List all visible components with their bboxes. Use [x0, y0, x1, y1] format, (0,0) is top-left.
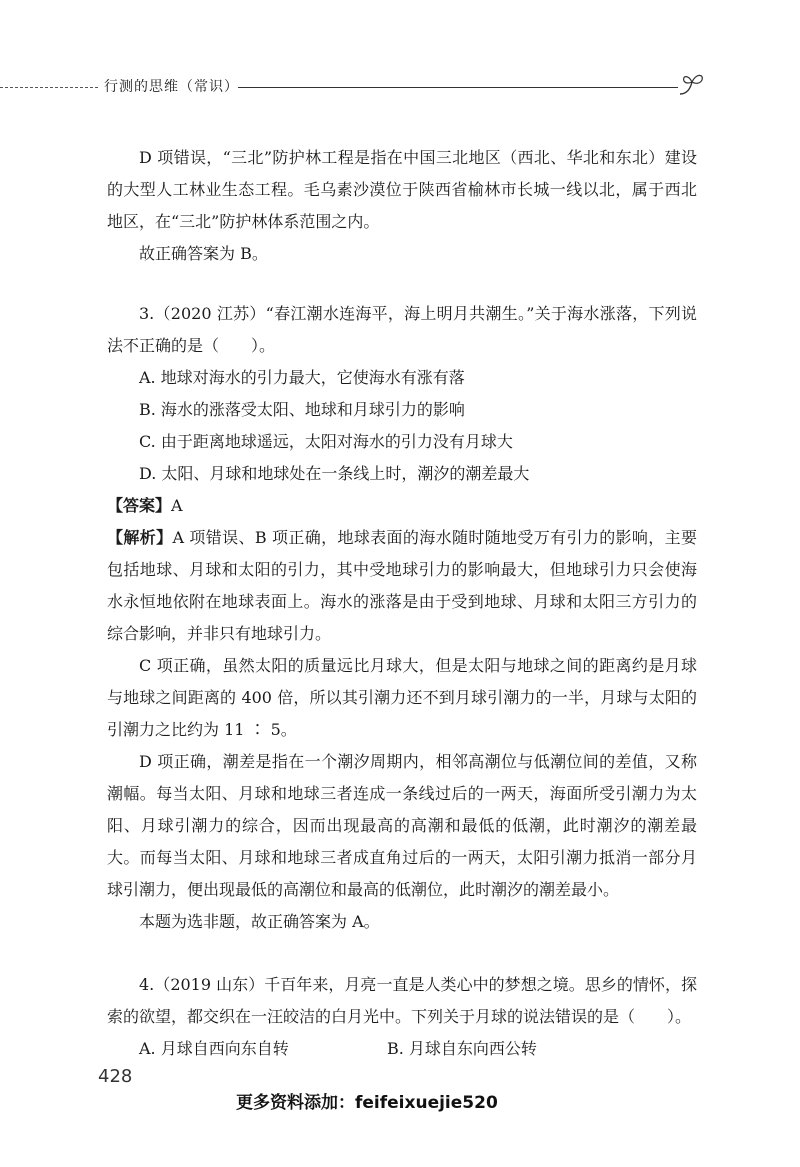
- header-dashed-rule: [0, 87, 98, 88]
- question-4: [107, 969, 697, 1065]
- answer-value: A: [171, 496, 183, 515]
- question-3-analysis-c: C 项正确，虽然太阳的质量远比月球大，但是太阳与地球之间的距离约是月球与地球之间距离的 400 倍，所以其引潮力还不到月球引潮力的一半，月球与太阳的引潮力之比约为 11 ∶ 5。: [107, 656, 697, 739]
- header-rule: [238, 87, 678, 88]
- question-3-conclusion: 本题为选非题，故正确答案为 A。: [139, 912, 380, 931]
- question-3-answer: [107, 490, 697, 522]
- analysis-ab-text: A 项错误、B 项正确，地球表面的海水随时随地受万有引力的影响，主要包括地球、月球和太阳的引力，其中受地球引力的影响最大，但地球引力只会使海水永恒地依附在地球表面上。海水的涨落是由于受到地球、月球和太阳三方引力的综合影响，并非只有地球引力。: [107, 528, 697, 643]
- question-4-options: [107, 1033, 697, 1065]
- question-3-analysis-ab: [107, 522, 697, 650]
- page-number: 428: [98, 1066, 133, 1087]
- question-3-analysis-d: D 项正确，潮差是指在一个潮汐周期内，相邻高潮位与低潮位间的差值，又称潮幅。每当太阳、月球和地球三者连成一条线过后的一两天，海面所受引潮力为太阳、月球引潮力的综合，因而出现最高的高潮和最低的低潮，此时潮汐的潮差最大。而每当太阳、月球和地球三者成直角过后的一两天，太阳引潮力抵消一部分月球引潮力，便出现最低的高潮位和最高的低潮位，此时潮汐的潮差最小。: [107, 752, 697, 899]
- question-3-option-a: A. 地球对海水的引力最大，它使海水有涨有落: [139, 368, 465, 387]
- sprout-icon: [676, 68, 710, 98]
- question-3-option-d: D. 太阳、月球和地球处在一条线上时，潮汐的潮差最大: [139, 464, 530, 483]
- question-3-option-c: C. 由于距离地球遥远，太阳对海水的引力没有月球大: [139, 432, 513, 451]
- question-4-stem: 4.（2019 山东）千百年来，月亮一直是人类心中的梦想之境。思乡的情怀，探索的欲望，都交织在一汪皎洁的白月光中。下列关于月球的说法错误的是（ ）。: [107, 975, 697, 1026]
- question-3-option-b: B. 海水的涨落受太阳、地球和月球引力的影响: [139, 400, 465, 419]
- question-3-stem: 3.（2020 江苏）“春江潮水连海平，海上明月共潮生。”关于海水涨落，下列说法不正确的是（ ）。: [107, 304, 697, 355]
- running-header: [0, 72, 800, 102]
- previous-question-tail: [107, 142, 697, 270]
- d-option-explanation: D 项错误，“三北”防护林工程是指在中国三北地区（西北、华北和东北）建设的大型人工林业生态工程。毛乌素沙漠位于陕西省榆林市长城一线以北，属于西北地区，在“三北”防护林体系范围之内。: [107, 148, 697, 231]
- previous-answer-line: 故正确答案为 B。: [139, 244, 268, 263]
- question-4-option-b: B. 月球自东向西公转: [387, 1039, 537, 1058]
- footer-note: 更多资料添加：feifeixuejie520: [236, 1093, 498, 1113]
- analysis-label: 【解析】: [107, 528, 173, 547]
- header-title: 行测的思维（常识）: [104, 79, 239, 95]
- question-3: [107, 298, 697, 938]
- question-4-option-a: A. 月球自西向东自转: [139, 1039, 289, 1058]
- answer-label: 【答案】: [107, 496, 172, 515]
